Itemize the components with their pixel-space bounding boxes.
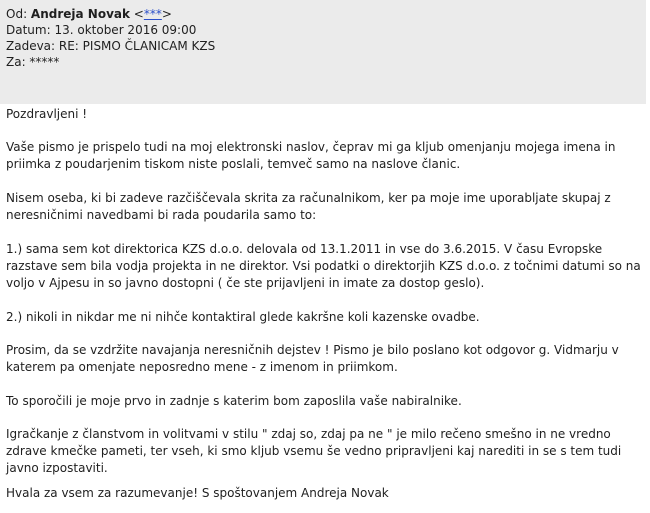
from-row: [6, 6, 646, 22]
email-header: [0, 0, 646, 104]
paragraph-2: Nisem oseba, ki bi zadeve razčiščevala skrita za računalnikom, ker pa moje ime uporabljate skupaj z neresničnimi navedbami bi rada poudarila samo to:: [6, 191, 611, 222]
closing-signature: Hvala za vsem za razumevanje! S spoštovanjem Andreja Novak: [6, 486, 389, 500]
paragraph-3: 1.) sama sem kot direktorica KZS d.o.o. delovala od 13.1.2011 in vse do 3.6.2015. V času Evropske razstave sem bila vodja projekta in ne direktor. Vsi podatki o direktorjih KZS d.o.o. z točnimi datumi so na voljo v Ajpesu in so javno dostopni ( če ste prijavljeni in imate za dostop geslo).: [6, 242, 641, 290]
subject-row: Zadeva: RE: PISMO ČLANICAM KZS: [6, 39, 216, 53]
from-label: Od:: [6, 7, 31, 21]
email-bracket-open: <: [129, 7, 144, 21]
paragraph-1: Vaše pismo je prispelo tudi na moj elektronski naslov, čeprav mi ga kljub omenjanju mojega imena in priimka z poudarjenim tiskom niste poslali, temveč samo na naslove članic.: [6, 140, 616, 171]
paragraph-7: Igračkanje z članstvom in volitvami v stilu " zdaj so, zdaj pa ne " je milo rečeno smešno in ne vredno zdrave kmečke pameti, ter vseh, ki smo kljub vsemu še vedno pripravljeni kaj narediti in se s tem tudi javno izpostaviti.: [6, 427, 622, 475]
paragraph-6: To sporočili je moje prvo in zadnje s katerim bom zaposlila vaše nabiralnike.: [6, 394, 462, 408]
paragraph-5: Prosim, da se vzdržite navajanja neresničnih dejstev ! Pismo je bilo poslano kot odgovor g. Vidmarju v katerem pa omenjate neposredno mene - z imenom in priimkom.: [6, 343, 619, 374]
email-bracket-close: >: [161, 7, 172, 21]
date-row: Datum: 13. oktober 2016 09:00: [6, 23, 197, 37]
sender-name: Andreja Novak: [30, 7, 130, 21]
paragraph-4: 2.) nikoli in nikdar me ni nihče kontaktiral glede kakršne koli kazenske ovadbe.: [6, 310, 480, 324]
sender-email-link[interactable]: ***: [143, 7, 162, 21]
to-row: Za: *****: [6, 55, 60, 69]
greeting: Pozdravljeni !: [6, 107, 88, 121]
